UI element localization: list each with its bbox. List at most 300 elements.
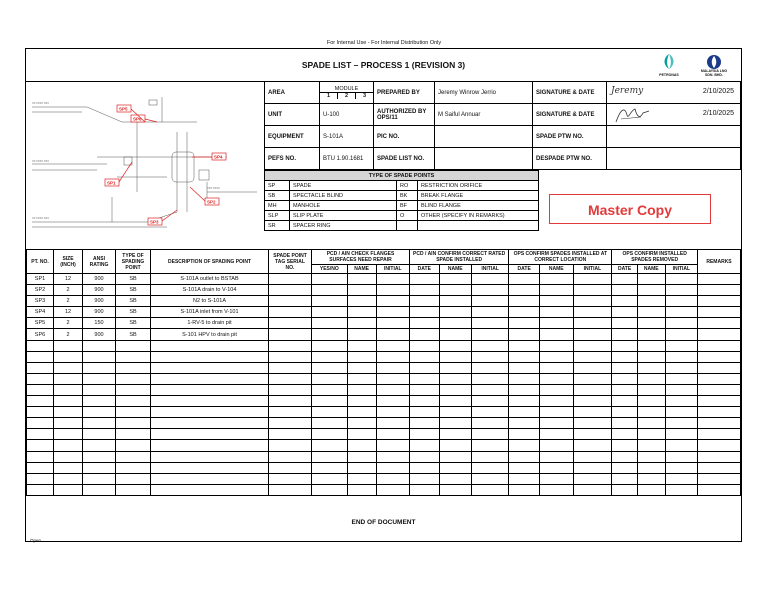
empty-cell: [83, 396, 116, 407]
empty-cell: [116, 440, 151, 451]
empty-cell: [54, 407, 83, 418]
cell-desc: S-101 HPV to drain pit: [151, 329, 269, 340]
empty-cell: [439, 373, 471, 384]
empty-cell: [409, 429, 439, 440]
empty-cell: [540, 340, 574, 351]
empty-cell: [471, 329, 508, 340]
type-code: SB: [265, 191, 290, 201]
empty-cell: [573, 296, 612, 307]
empty-cell: [612, 440, 638, 451]
unit-value: U-100: [320, 104, 374, 126]
cell-pt: SP5: [27, 318, 54, 329]
empty-cell: [612, 484, 638, 495]
col-ops-removed: OPS CONFIRM INSTALLED SPADES REMOVED: [612, 250, 698, 265]
empty-cell: [439, 484, 471, 495]
cell-ansi: 900: [83, 329, 116, 340]
type-code: RO: [397, 181, 418, 191]
svg-text:XX XXXX XXX: XX XXXX XXX: [32, 217, 50, 220]
empty-cell: [269, 473, 312, 484]
empty-cell: [665, 407, 697, 418]
col-date: DATE: [612, 265, 638, 274]
empty-cell: [471, 484, 508, 495]
empty-cell: [471, 307, 508, 318]
empty-cell: [347, 340, 376, 351]
empty-cell: [698, 418, 741, 429]
type-code: [397, 221, 418, 231]
empty-cell: [269, 384, 312, 395]
unit-label: UNIT: [265, 104, 320, 126]
col-name: NAME: [347, 265, 376, 274]
empty-cell: [27, 373, 54, 384]
empty-cell: [83, 340, 116, 351]
empty-cell: [83, 407, 116, 418]
empty-cell: [471, 351, 508, 362]
empty-cell: [409, 318, 439, 329]
pic-label: PIC NO.: [374, 126, 435, 148]
diagram-tag-sp5: SP5: [119, 106, 128, 112]
empty-cell: [509, 296, 540, 307]
table-row: [27, 384, 741, 395]
empty-cell: [471, 440, 508, 451]
type-name: BLIND FLANGE: [418, 201, 539, 211]
empty-cell: [116, 462, 151, 473]
cell-desc: S-101A inlet from V-101: [151, 307, 269, 318]
table-row: [27, 462, 741, 473]
empty-cell: [312, 429, 348, 440]
empty-cell: [471, 340, 508, 351]
empty-cell: [116, 384, 151, 395]
empty-cell: [27, 440, 54, 451]
empty-cell: [637, 462, 665, 473]
empty-cell: [312, 418, 348, 429]
col-date: DATE: [509, 265, 540, 274]
empty-cell: [439, 396, 471, 407]
empty-cell: [83, 451, 116, 462]
empty-cell: [612, 407, 638, 418]
empty-cell: [27, 418, 54, 429]
empty-cell: [151, 473, 269, 484]
type-name: OTHER (SPECIFY IN REMARKS): [418, 211, 539, 221]
type-of-spade-points-title: TYPE OF SPADE POINTS: [265, 171, 539, 181]
empty-cell: [509, 318, 540, 329]
empty-cell: [54, 462, 83, 473]
diagram-tag-sp1: SP1: [107, 180, 116, 186]
signature-1: Jeremy: [611, 86, 644, 96]
empty-cell: [116, 484, 151, 495]
empty-cell: [376, 307, 409, 318]
col-initial: INITIAL: [471, 265, 508, 274]
empty-cell: [409, 274, 439, 285]
empty-cell: [54, 373, 83, 384]
empty-cell: [665, 396, 697, 407]
empty-cell: [312, 274, 348, 285]
spade-list-value: [435, 148, 533, 170]
empty-cell: [347, 484, 376, 495]
col-type: TYPE OF SPADING POINT: [116, 250, 151, 274]
empty-cell: [269, 451, 312, 462]
module-2: 2: [338, 93, 356, 99]
empty-cell: [269, 429, 312, 440]
empty-cell: [347, 318, 376, 329]
cell-ansi: 900: [83, 274, 116, 285]
empty-cell: [612, 418, 638, 429]
empty-cell: [471, 451, 508, 462]
svg-text:XX XXXX XXX: XX XXXX XXX: [32, 160, 50, 163]
empty-cell: [509, 373, 540, 384]
cell-ansi: 900: [83, 285, 116, 296]
cell-size: 2: [54, 285, 83, 296]
authorized-by-value: M Saiful Annuar: [435, 104, 533, 126]
empty-cell: [612, 451, 638, 462]
empty-cell: [540, 407, 574, 418]
empty-cell: [312, 451, 348, 462]
empty-cell: [269, 318, 312, 329]
empty-cell: [409, 462, 439, 473]
empty-cell: [540, 484, 574, 495]
cell-type: SB: [116, 307, 151, 318]
empty-cell: [347, 440, 376, 451]
empty-cell: [409, 407, 439, 418]
empty-cell: [540, 462, 574, 473]
empty-cell: [612, 373, 638, 384]
empty-cell: [540, 307, 574, 318]
col-ops-installed: OPS CONFIRM SPADES INSTALLED AT CORRECT LOCATION: [509, 250, 612, 265]
empty-cell: [665, 418, 697, 429]
empty-cell: [573, 362, 612, 373]
empty-cell: [509, 351, 540, 362]
empty-cell: [665, 373, 697, 384]
empty-cell: [347, 351, 376, 362]
empty-cell: [439, 384, 471, 395]
empty-cell: [409, 418, 439, 429]
table-row: [27, 473, 741, 484]
empty-cell: [312, 329, 348, 340]
empty-cell: [27, 351, 54, 362]
classification-label: Open: [30, 538, 42, 543]
empty-cell: [269, 296, 312, 307]
empty-cell: [376, 285, 409, 296]
empty-cell: [312, 318, 348, 329]
type-code: O: [397, 211, 418, 221]
empty-cell: [637, 274, 665, 285]
empty-cell: [665, 329, 697, 340]
type-code: BK: [397, 191, 418, 201]
empty-cell: [509, 384, 540, 395]
empty-cell: [347, 407, 376, 418]
empty-cell: [409, 440, 439, 451]
type-code: MH: [265, 201, 290, 211]
empty-cell: [54, 429, 83, 440]
col-remarks: REMARKS: [698, 250, 741, 274]
table-row: [27, 307, 741, 318]
table-row: [27, 451, 741, 462]
empty-cell: [347, 274, 376, 285]
empty-cell: [439, 285, 471, 296]
diagram-tag-sp3: SP3: [150, 219, 159, 225]
empty-cell: [573, 429, 612, 440]
cell-pt: SP3: [27, 296, 54, 307]
petronas-logo-text: PETRONAS: [659, 73, 679, 77]
type-name: SLIP PLATE: [290, 211, 397, 221]
cell-type: SB: [116, 285, 151, 296]
pid-diagram: [27, 82, 263, 232]
empty-cell: [698, 285, 741, 296]
empty-cell: [439, 451, 471, 462]
empty-cell: [540, 418, 574, 429]
empty-cell: [409, 329, 439, 340]
empty-cell: [54, 484, 83, 495]
empty-cell: [509, 484, 540, 495]
spade-ptw-label: SPADE PTW NO.: [533, 126, 607, 148]
empty-cell: [409, 384, 439, 395]
empty-cell: [509, 407, 540, 418]
col-yes-no: YES/NO: [312, 265, 348, 274]
empty-cell: [637, 484, 665, 495]
empty-cell: [376, 351, 409, 362]
empty-cell: [83, 440, 116, 451]
empty-cell: [409, 340, 439, 351]
empty-cell: [698, 318, 741, 329]
empty-cell: [151, 429, 269, 440]
empty-cell: [612, 384, 638, 395]
empty-cell: [573, 384, 612, 395]
table-row: [27, 362, 741, 373]
empty-cell: [698, 329, 741, 340]
empty-cell: [637, 318, 665, 329]
empty-cell: [312, 296, 348, 307]
empty-cell: [573, 440, 612, 451]
empty-cell: [151, 373, 269, 384]
petronas-logo: [656, 53, 682, 77]
empty-cell: [637, 329, 665, 340]
empty-cell: [573, 329, 612, 340]
cell-desc: N2 to S-101A: [151, 296, 269, 307]
table-row: [27, 407, 741, 418]
cell-size: 2: [54, 329, 83, 340]
empty-cell: [312, 285, 348, 296]
empty-cell: [573, 407, 612, 418]
empty-cell: [698, 373, 741, 384]
col-tag-serial: SPADE POINT TAG SERIAL NO.: [269, 250, 312, 274]
empty-cell: [439, 462, 471, 473]
empty-cell: [116, 351, 151, 362]
empty-cell: [347, 285, 376, 296]
empty-cell: [573, 396, 612, 407]
empty-cell: [269, 462, 312, 473]
col-name: NAME: [439, 265, 471, 274]
empty-cell: [54, 351, 83, 362]
empty-cell: [698, 351, 741, 362]
col-pcd-check: PCD / AIN CHECK FLANGES SURFACES NEED REPAIR: [312, 250, 410, 265]
svg-text:XXX XXXX: XXX XXXX: [207, 187, 220, 190]
type-code: BF: [397, 201, 418, 211]
empty-cell: [439, 440, 471, 451]
empty-cell: [54, 440, 83, 451]
empty-cell: [54, 396, 83, 407]
empty-cell: [54, 473, 83, 484]
signature-cell-1: [607, 82, 741, 104]
empty-cell: [612, 296, 638, 307]
empty-cell: [665, 318, 697, 329]
module-3: 3: [362, 93, 367, 99]
cell-size: 12: [54, 274, 83, 285]
empty-cell: [637, 418, 665, 429]
empty-cell: [612, 362, 638, 373]
empty-cell: [409, 451, 439, 462]
empty-cell: [409, 351, 439, 362]
empty-cell: [347, 473, 376, 484]
empty-cell: [471, 384, 508, 395]
empty-cell: [269, 285, 312, 296]
empty-cell: [540, 318, 574, 329]
empty-cell: [698, 440, 741, 451]
empty-cell: [471, 462, 508, 473]
empty-cell: [509, 307, 540, 318]
cell-desc: S-101A drain to V-104: [151, 285, 269, 296]
empty-cell: [347, 396, 376, 407]
table-row: [27, 373, 741, 384]
empty-cell: [439, 307, 471, 318]
document-title: SPADE LIST – PROCESS 1 (REVISION 3): [301, 60, 466, 70]
empty-cell: [83, 351, 116, 362]
module-label: MODULE: [320, 86, 373, 93]
col-description: DESCRIPTION OF SPADING POINT: [151, 250, 269, 274]
empty-cell: [637, 373, 665, 384]
empty-cell: [698, 473, 741, 484]
empty-cell: [509, 340, 540, 351]
pefs-label: PEFS NO.: [265, 148, 320, 170]
empty-cell: [376, 296, 409, 307]
type-name: BREAK FLANGE: [418, 191, 539, 201]
empty-cell: [637, 429, 665, 440]
empty-cell: [471, 274, 508, 285]
type-name: SPECTACLE BLIND: [290, 191, 397, 201]
empty-cell: [665, 484, 697, 495]
despade-ptw-label: DESPADE PTW NO.: [533, 148, 607, 170]
empty-cell: [27, 451, 54, 462]
master-copy-stamp: Master Copy: [549, 194, 711, 224]
empty-cell: [376, 440, 409, 451]
type-name: MANHOLE: [290, 201, 397, 211]
type-code: SLP: [265, 211, 290, 221]
cell-pt: SP1: [27, 274, 54, 285]
table-row: [27, 274, 741, 285]
cell-pt: SP6: [27, 329, 54, 340]
table-row: [27, 440, 741, 451]
empty-cell: [54, 384, 83, 395]
empty-cell: [347, 296, 376, 307]
empty-cell: [347, 384, 376, 395]
cell-ansi: 900: [83, 307, 116, 318]
empty-cell: [312, 440, 348, 451]
empty-cell: [612, 429, 638, 440]
cell-desc: 1-RV-5 to drain pit: [151, 318, 269, 329]
empty-cell: [698, 429, 741, 440]
empty-cell: [540, 440, 574, 451]
col-ansi: ANSI RATING: [83, 250, 116, 274]
empty-cell: [540, 362, 574, 373]
info-table: [264, 81, 741, 170]
cell-type: SB: [116, 318, 151, 329]
empty-cell: [471, 396, 508, 407]
empty-cell: [312, 373, 348, 384]
empty-cell: [116, 473, 151, 484]
empty-cell: [312, 351, 348, 362]
pefs-value: BTU 1.90.1681: [320, 148, 374, 170]
empty-cell: [376, 384, 409, 395]
signature-date-1: 2/10/2025: [702, 88, 734, 95]
empty-cell: [573, 484, 612, 495]
table-row: [27, 285, 741, 296]
empty-cell: [116, 373, 151, 384]
empty-cell: [471, 407, 508, 418]
empty-cell: [312, 384, 348, 395]
empty-cell: [312, 473, 348, 484]
empty-cell: [151, 462, 269, 473]
empty-cell: [509, 418, 540, 429]
col-initial: INITIAL: [376, 265, 409, 274]
empty-cell: [439, 362, 471, 373]
empty-cell: [573, 285, 612, 296]
empty-cell: [471, 285, 508, 296]
empty-cell: [83, 373, 116, 384]
empty-cell: [612, 285, 638, 296]
empty-cell: [83, 362, 116, 373]
empty-cell: [376, 340, 409, 351]
cell-type: SB: [116, 274, 151, 285]
empty-cell: [471, 318, 508, 329]
empty-cell: [409, 473, 439, 484]
empty-cell: [312, 340, 348, 351]
empty-cell: [665, 429, 697, 440]
empty-cell: [540, 329, 574, 340]
empty-cell: [269, 440, 312, 451]
empty-cell: [612, 473, 638, 484]
table-row: [27, 351, 741, 362]
signature-cell-2: [607, 104, 741, 126]
empty-cell: [312, 396, 348, 407]
cell-pt: SP2: [27, 285, 54, 296]
empty-cell: [573, 318, 612, 329]
empty-cell: [540, 296, 574, 307]
empty-cell: [698, 307, 741, 318]
col-initial: INITIAL: [573, 265, 612, 274]
col-pcd-confirm: PCD / AIN CONFIRM CORRECT RATED SPADE INSTALLED: [409, 250, 508, 265]
empty-cell: [269, 362, 312, 373]
type-name: RESTRICTION ORIFICE: [418, 181, 539, 191]
empty-cell: [540, 451, 574, 462]
prepared-by-value: Jeremy Winrow Jerrio: [435, 82, 533, 104]
empty-cell: [116, 340, 151, 351]
empty-cell: [540, 473, 574, 484]
empty-cell: [665, 362, 697, 373]
empty-cell: [347, 462, 376, 473]
empty-cell: [54, 340, 83, 351]
empty-cell: [83, 473, 116, 484]
empty-cell: [439, 407, 471, 418]
empty-cell: [27, 462, 54, 473]
empty-cell: [312, 407, 348, 418]
empty-cell: [665, 451, 697, 462]
empty-cell: [151, 440, 269, 451]
empty-cell: [573, 418, 612, 429]
empty-cell: [439, 296, 471, 307]
empty-cell: [573, 451, 612, 462]
empty-cell: [27, 429, 54, 440]
cell-pt: SP4: [27, 307, 54, 318]
empty-cell: [665, 340, 697, 351]
spade-list-document: [25, 48, 742, 542]
